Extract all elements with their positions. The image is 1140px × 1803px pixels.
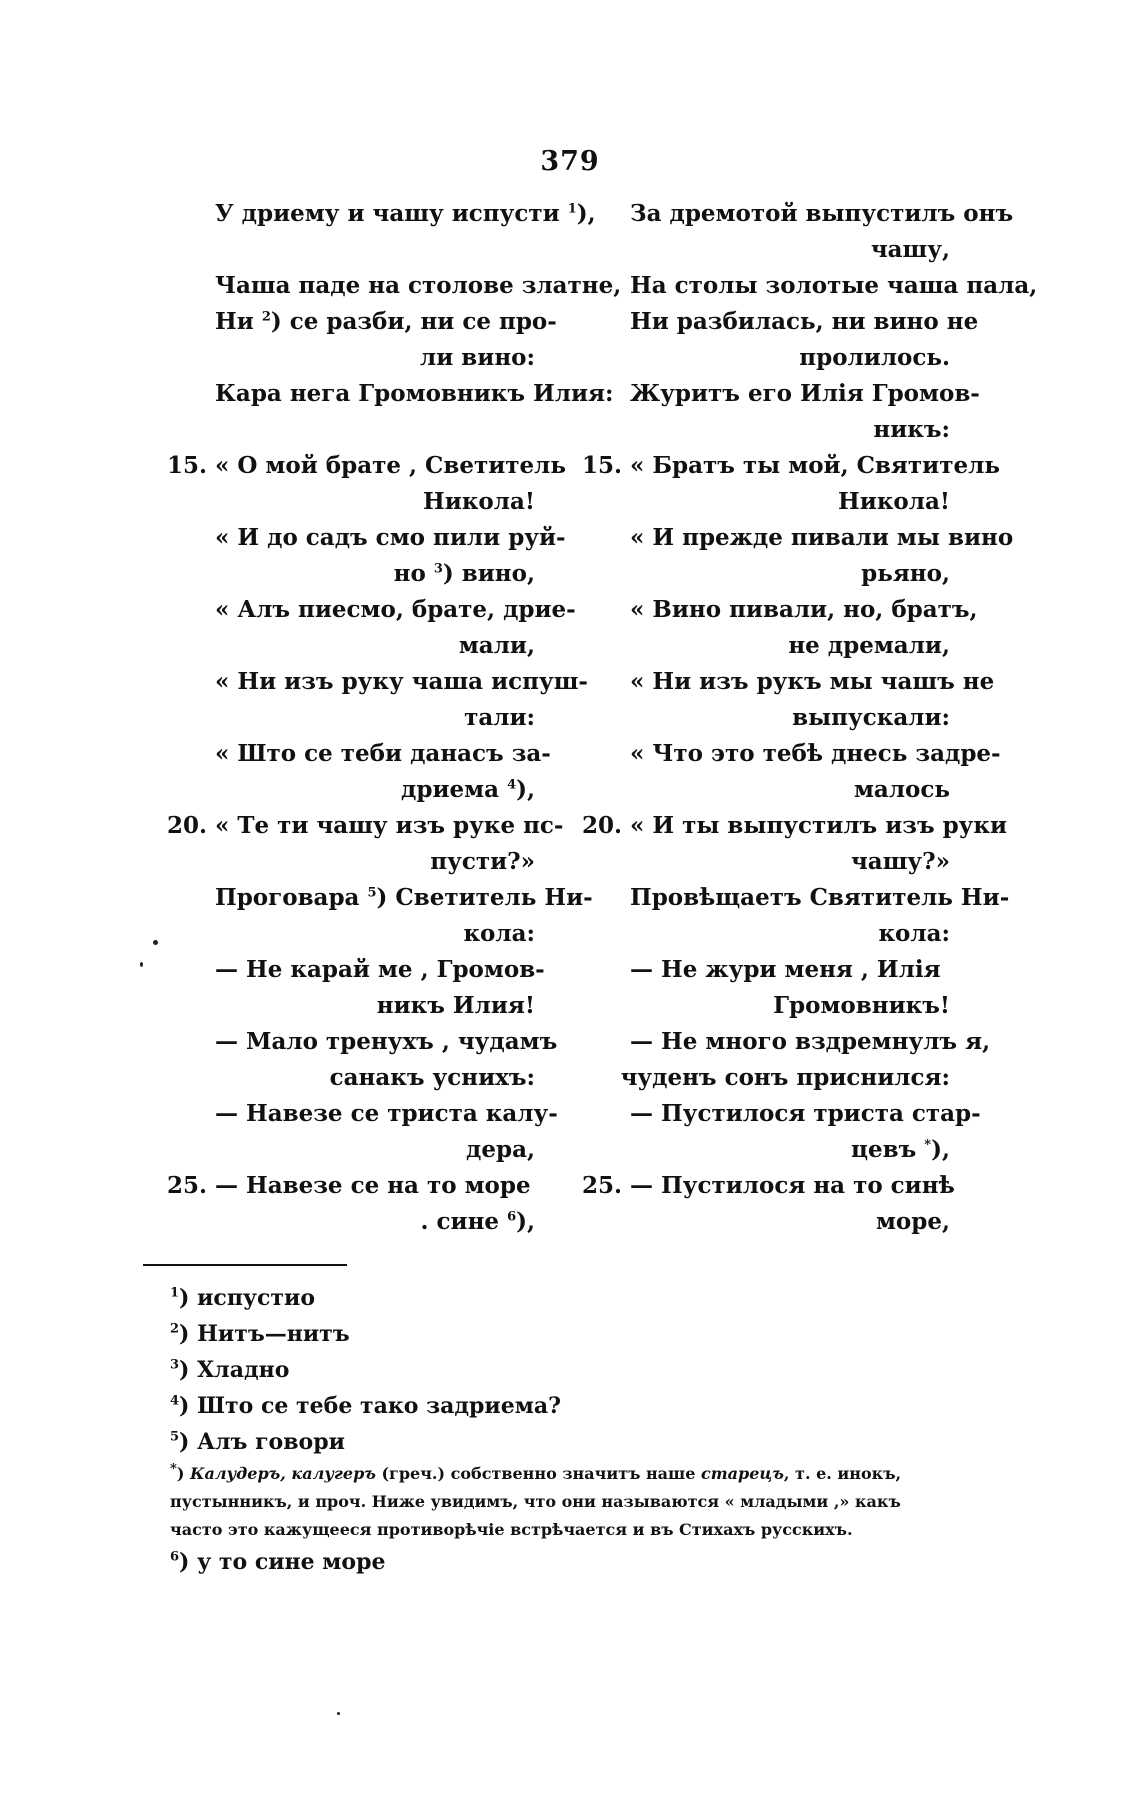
verse-words: « Что это тебѣ днесь задре-: [630, 740, 1001, 767]
verse-line: [580, 880, 1010, 916]
verse-words: За дремотой выпустилъ онъ: [630, 200, 1014, 227]
verse-text: [630, 448, 1000, 484]
verse-line: [580, 592, 978, 628]
verse-words: кола:: [878, 920, 950, 947]
footnote-separator: [143, 1264, 347, 1266]
footnote-mark: 3: [170, 1357, 180, 1373]
verse-line: [580, 808, 1008, 844]
verse-line: [165, 448, 566, 484]
verse-words: — Пустилося триста стар-: [630, 1100, 981, 1127]
verse-line: [165, 1096, 558, 1132]
verse-text: [876, 1208, 950, 1235]
verse-words: « Те ти чашу изъ руке пс-: [215, 812, 564, 839]
verse-words: ли вино:: [420, 344, 535, 371]
footnote-reference: 5: [367, 885, 377, 901]
footnote-mark: 6: [170, 1549, 180, 1565]
verse-text: [630, 592, 978, 628]
page-number: 379: [540, 146, 600, 177]
verse-text: [630, 808, 1007, 844]
verse-text: [215, 880, 593, 916]
verse-words: ) Светитель Ни-: [376, 884, 593, 911]
verse-words: ),: [516, 1208, 535, 1235]
verse-text: [330, 1064, 535, 1091]
verse-text: [215, 268, 621, 304]
footnote-item: [170, 1388, 970, 1424]
verse-words: пусти?»: [430, 848, 535, 875]
verse-text: [215, 736, 551, 772]
verse-text: [878, 920, 950, 947]
verse-words: никъ:: [873, 416, 950, 443]
verse-text: [215, 1168, 531, 1204]
footnote-text: , т. е. инокъ, пустынникъ, и проч. Ниже увидимъ, что они называются « младыми ,» какъ часто это кажущееся противорѣчіе встрѣчается и въ Стихахъ русскихъ.: [170, 1464, 902, 1539]
verse-words: Никола!: [423, 488, 535, 515]
verse-words: « Ни изъ руку чаша испуш-: [215, 668, 588, 695]
verse-line: [580, 268, 1038, 304]
verse-line: [580, 916, 950, 952]
verse-line: [165, 988, 535, 1024]
footnote-item: [170, 1544, 970, 1580]
verse-words: « Братъ ты мой, Святитель: [630, 452, 1000, 479]
verse-line: [580, 1168, 955, 1204]
verse-line: [165, 1204, 535, 1240]
verse-line: [580, 1132, 950, 1168]
footnote-reference: *: [924, 1137, 932, 1153]
verse-text: [792, 704, 950, 731]
verse-words: Громовникъ!: [773, 992, 950, 1019]
russian-translation-column: [580, 196, 1038, 1240]
verse-line: [165, 556, 535, 592]
verse-words: « И до садъ смо пили руй-: [215, 524, 566, 551]
verse-line: [580, 196, 1014, 232]
verse-words: тали:: [464, 704, 535, 731]
verse-text: [854, 776, 950, 803]
print-speck: [337, 1712, 340, 1715]
verse-line: [165, 808, 564, 844]
verse-words: « О мой брате , Светитель: [215, 452, 566, 479]
footnote-reference: 4: [507, 777, 517, 793]
verse-text: [215, 1024, 557, 1060]
footnote-mark: *: [170, 1461, 177, 1477]
footnote-item: [170, 1316, 970, 1352]
verse-number: 20.: [581, 812, 622, 839]
footnote-text: ) Хладно: [179, 1357, 290, 1383]
verse-text: [788, 632, 950, 659]
verse-line: [165, 520, 566, 556]
verse-text: [630, 376, 980, 412]
verse-line: [165, 1060, 535, 1096]
verse-line: [580, 1096, 981, 1132]
verse-line: [580, 952, 950, 988]
verse-line: [165, 1024, 558, 1060]
verse-line: [165, 376, 614, 412]
verse-text: [215, 376, 614, 412]
verse-text: [630, 880, 1009, 916]
verse-text: [464, 704, 535, 731]
verse-words: — Не жури меня , Илія: [630, 956, 941, 983]
footnote-text: ) у то сине море: [179, 1549, 386, 1575]
verse-line: [165, 1168, 535, 1204]
verse-text: [215, 808, 563, 844]
verse-words: Ни: [215, 308, 254, 335]
verse-words: « Што се теби данасъ за-: [215, 740, 551, 767]
verse-text: [630, 736, 1001, 772]
verse-words: никъ Илия!: [376, 992, 535, 1019]
verse-words: не дремали,: [788, 632, 950, 659]
verse-text: [838, 488, 950, 515]
verse-line: [580, 844, 950, 880]
verse-text: [773, 992, 950, 1019]
verse-line: [580, 232, 950, 268]
verse-line: [580, 484, 950, 520]
verse-line: [165, 880, 593, 916]
verse-number: 15.: [581, 452, 622, 479]
footnote-text: ) Алъ говори: [179, 1429, 345, 1455]
verse-text: [630, 268, 1037, 304]
verse-words: « Ни изъ рукъ мы чашъ не: [630, 668, 995, 695]
footnote-text: ) Што се тебе тако задриема?: [179, 1393, 562, 1419]
verse-words: море,: [875, 1208, 950, 1235]
verse-words: ),: [931, 1136, 950, 1163]
verse-words: Ни разбилась, ни вино не: [630, 308, 979, 335]
footnote-mark: 4: [170, 1393, 180, 1409]
verse-words: « И прежде пивали мы вино: [630, 524, 1014, 551]
verse-line: [165, 700, 535, 736]
verse-line: [165, 304, 557, 340]
verse-text: [215, 520, 566, 556]
footnote-text: ) испустио: [179, 1285, 316, 1311]
verse-line: [165, 664, 588, 700]
footnote-mark: 1: [170, 1285, 180, 1301]
verse-line: [165, 916, 535, 952]
verse-text: [215, 592, 576, 628]
verse-words: чашу?»: [850, 848, 950, 875]
footnote-text: (греч.) собственно значитъ наше: [375, 1464, 701, 1483]
verse-text: [421, 1208, 536, 1235]
verse-line: [580, 556, 950, 592]
verse-words: На столы золотые чаша пала,: [630, 272, 1038, 299]
verse-words: « И ты выпустилъ изъ руки: [630, 812, 1008, 839]
verse-words: ),: [516, 776, 535, 803]
footnote-item: [170, 1280, 970, 1316]
verse-words: « Алъ пиесмо, брате, дрие-: [215, 596, 576, 623]
verse-line: [580, 376, 980, 412]
verse-words: Кара нега Громовникъ Илия:: [215, 380, 614, 407]
verse-words: — Мало тренухъ , чудамъ: [215, 1028, 558, 1055]
verse-text: [377, 992, 535, 1019]
verse-text: [873, 416, 950, 443]
verse-line: [580, 628, 950, 664]
footnote-item: [170, 1352, 970, 1388]
verse-line: [580, 988, 950, 1024]
verse-line: [165, 772, 535, 808]
verse-words: — Навезе се на то море: [215, 1172, 531, 1199]
verse-number: 20.: [166, 812, 207, 839]
verse-words: ),: [576, 200, 596, 227]
print-speck: [153, 940, 158, 945]
verse-text: [459, 632, 535, 659]
verse-line: [165, 628, 535, 664]
verse-text: [851, 848, 950, 875]
verse-words: чашу,: [870, 236, 950, 263]
verse-line: [580, 700, 950, 736]
verse-text: [630, 664, 994, 700]
verse-text: [215, 1096, 558, 1132]
verse-text: [861, 560, 950, 587]
verse-line: [580, 448, 1000, 484]
verse-text: [463, 920, 535, 947]
footnote-mark: 2: [170, 1321, 180, 1337]
verse-text: [466, 1136, 535, 1163]
verse-words: мали,: [458, 632, 535, 659]
verse-line: [165, 340, 535, 376]
verse-words: рьяно,: [861, 560, 950, 587]
verse-text: [215, 448, 566, 484]
verse-text: [215, 664, 588, 700]
verse-words: Чаша паде на столове златне,: [215, 272, 622, 299]
verse-text: [799, 344, 950, 371]
verse-words: — Не много вздремнулъ я,: [630, 1028, 991, 1055]
verse-line: [580, 340, 950, 376]
footnote-reference: 1: [567, 201, 577, 217]
verse-line: [580, 520, 1014, 556]
verse-text: [851, 1136, 950, 1163]
verse-text: [215, 196, 596, 232]
verse-text: [420, 344, 535, 371]
footnote-reference: 6: [507, 1209, 517, 1225]
verse-line: [165, 268, 622, 304]
verse-text: [215, 304, 557, 340]
verse-words: кола:: [463, 920, 535, 947]
verse-words: санакъ усниxъ:: [329, 1064, 535, 1091]
verse-text: [621, 1064, 950, 1091]
verse-text: [394, 560, 535, 587]
verse-words: ) вино,: [442, 560, 535, 587]
verse-words: — Навезе се триста калу-: [215, 1100, 558, 1127]
verse-line: [165, 592, 576, 628]
verse-line: [580, 736, 1001, 772]
verse-text: [401, 776, 535, 803]
verse-words: малось: [853, 776, 950, 803]
footnote-mark: 5: [170, 1429, 180, 1445]
verse-text: [215, 952, 545, 988]
verse-words: У дриему и чашу испусти: [215, 200, 560, 227]
serbian-text-column: [165, 196, 622, 1240]
verse-words: выпускали:: [792, 704, 950, 731]
verse-words: « Вино пивали, но, братъ,: [630, 596, 978, 623]
verse-number: 25.: [581, 1172, 622, 1199]
verse-text: [630, 520, 1013, 556]
verse-words: но: [393, 560, 426, 587]
verse-text: [430, 848, 535, 875]
verse-line: [165, 736, 551, 772]
verse-line: [580, 1204, 950, 1240]
verse-text: [630, 196, 1013, 232]
verse-text: [423, 488, 535, 515]
verse-words: чуденъ сонъ приснился:: [620, 1064, 950, 1091]
verse-text: [630, 304, 978, 340]
verse-line: [165, 844, 535, 880]
verse-words: Никола!: [838, 488, 950, 515]
verse-number: 15.: [166, 452, 207, 479]
print-speck: [140, 962, 143, 967]
verse-words: дера,: [466, 1136, 535, 1163]
footnote-reference: 3: [433, 561, 443, 577]
verse-text: [630, 1024, 990, 1060]
verse-words: . сине: [420, 1208, 500, 1235]
verse-line: [580, 412, 950, 448]
verse-words: цевъ: [851, 1136, 917, 1163]
verse-words: — Пустилося на то синѣ: [630, 1172, 955, 1199]
verse-line: [165, 952, 545, 988]
footnote-text: ) Нитъ—нитъ: [179, 1321, 350, 1347]
verse-words: — Не карай ме , Громов-: [215, 956, 545, 983]
verse-line: [580, 304, 979, 340]
verse-number: 25.: [166, 1172, 207, 1199]
verse-line: [580, 772, 950, 808]
verse-line: [165, 196, 596, 232]
verse-words: Проговара: [215, 884, 360, 911]
footnotes: [170, 1280, 970, 1580]
verse-text: [630, 952, 941, 988]
verse-words: Провѣщаетъ Святитель Ни-: [630, 884, 1010, 911]
footnote-item: [170, 1424, 970, 1460]
verse-words: дриема: [401, 776, 500, 803]
footnote-italic-term: старецъ: [701, 1464, 784, 1483]
verse-line: [580, 1060, 950, 1096]
verse-line: [580, 1024, 991, 1060]
verse-line: [165, 1132, 535, 1168]
verse-text: [630, 1096, 981, 1132]
verse-line: [580, 664, 995, 700]
footnote-star: *) Калудеръ, калугеръ (греч.) собственно значитъ наше старецъ, т. е. инокъ, пустынникъ, и проч. Ниже увидимъ, что они называются « младыми ,» какъ часто это кажущееся противорѣчіе встрѣчается и въ Стихахъ русскихъ.: [170, 1461, 902, 1539]
verse-words: пролилось.: [799, 344, 950, 371]
verse-line: [165, 484, 535, 520]
verse-words: Журитъ его Илія Громов-: [630, 380, 980, 407]
verse-text: [630, 1168, 955, 1204]
footnote-italic-term: Калудеръ, калугеръ: [189, 1464, 376, 1483]
verse-words: ) се разби, ни се про-: [270, 308, 557, 335]
verse-text: [871, 236, 950, 263]
footnote-reference: 2: [261, 309, 271, 325]
